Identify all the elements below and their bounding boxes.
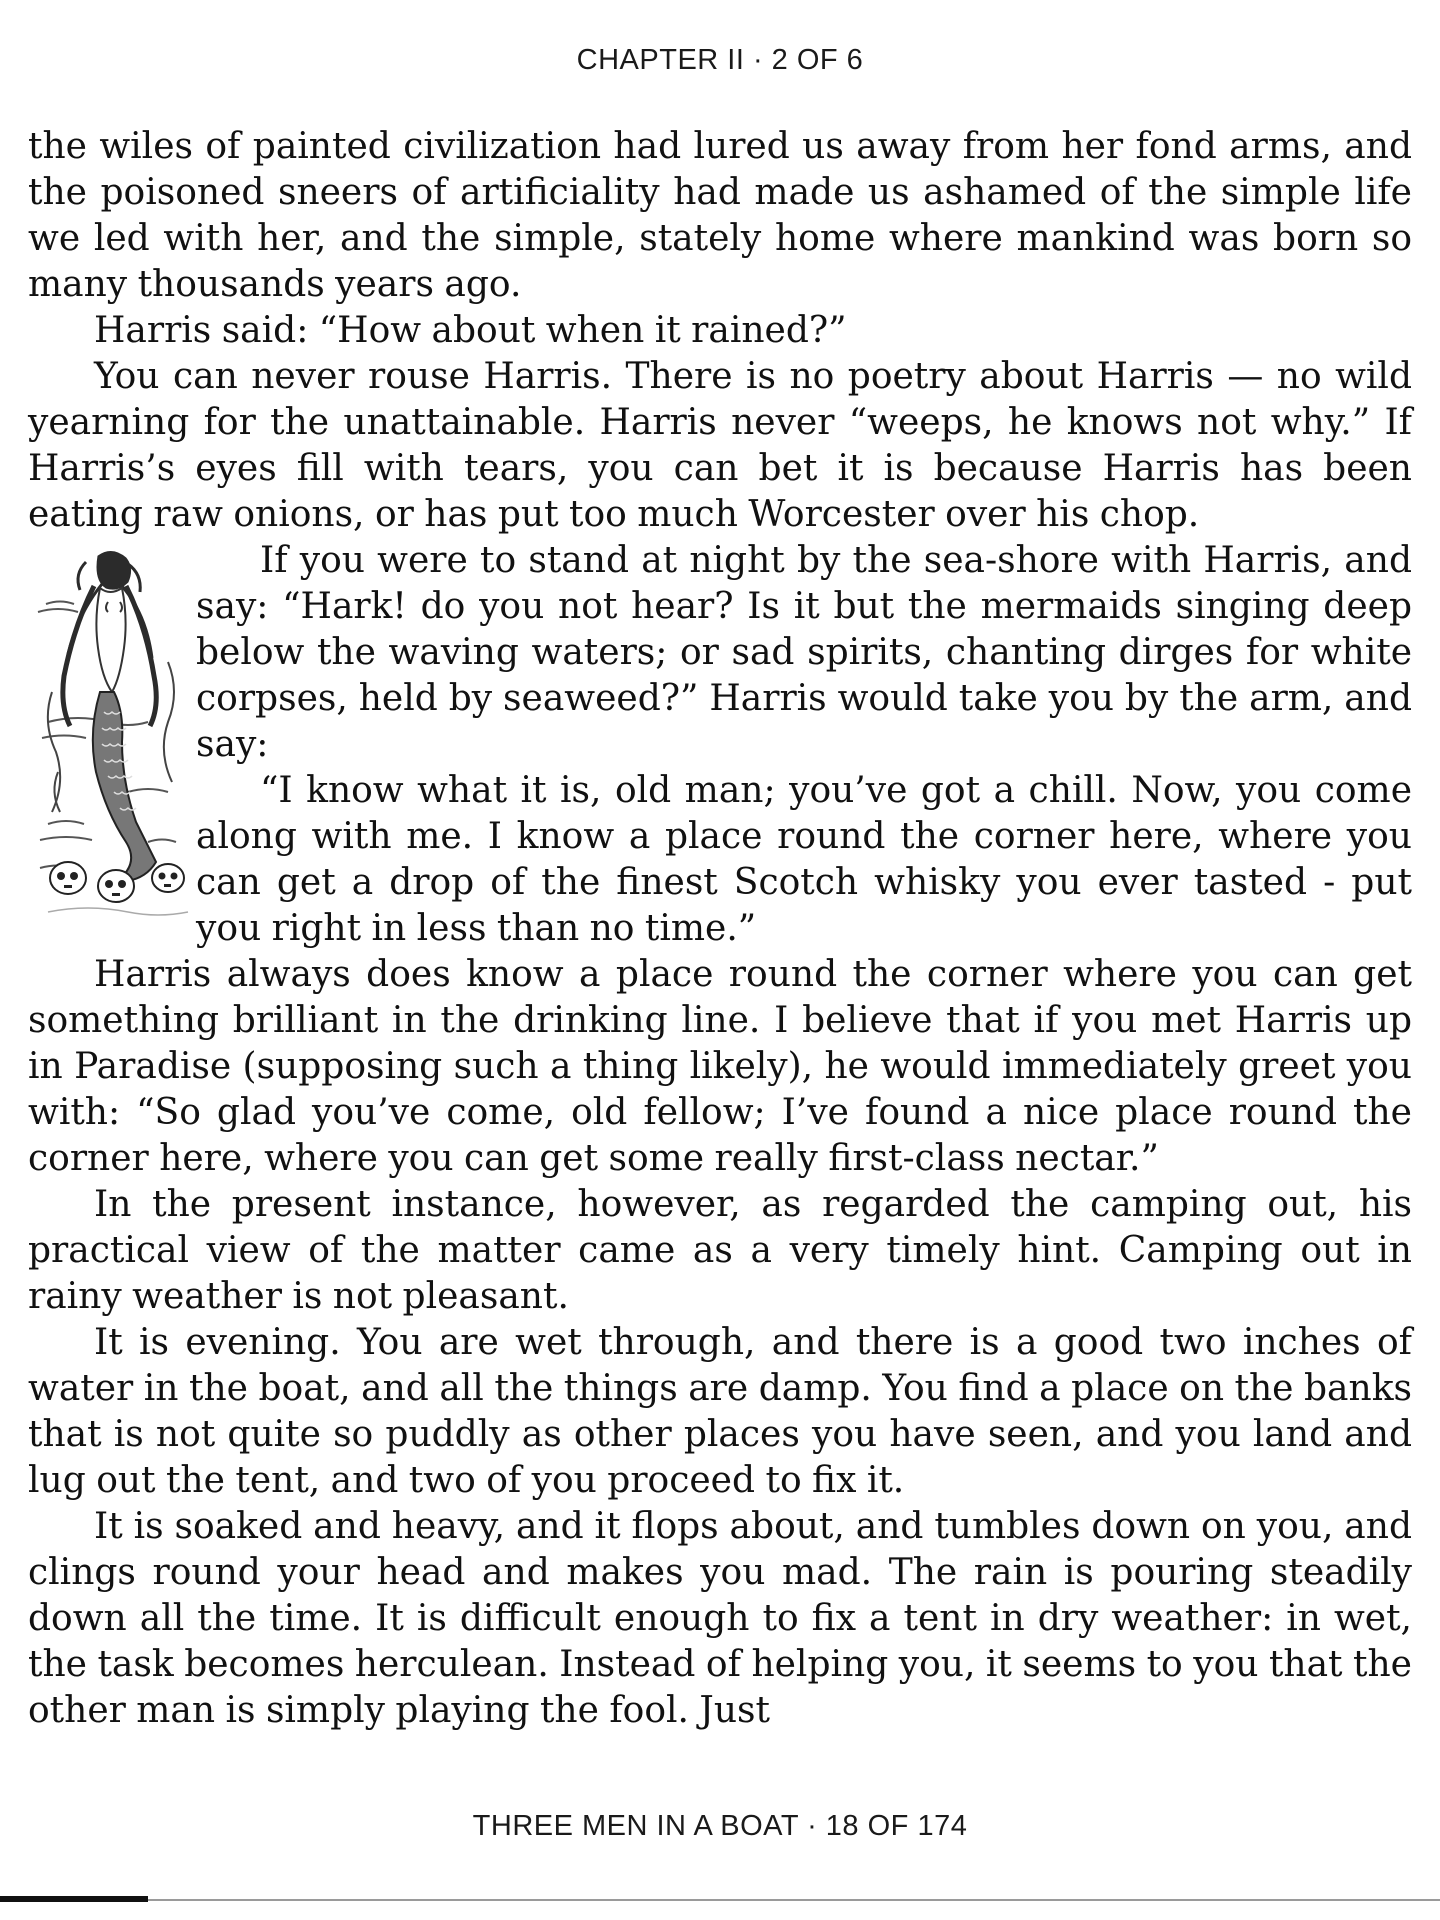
reading-progress-fill — [0, 1896, 148, 1902]
paragraph-7: In the present instance, however, as regarded the camping out, his practical view of the matter came as a very timely hint. Camping out in rainy weather is not pleasant. — [28, 1184, 1412, 1317]
paragraph-8: It is evening. You are wet through, and there is a good two inches of water in the boat, and all the things are damp. You find a place on the banks that is not quite so puddly as other places you have seen, and you land and lug out the tent, and two of you proceed to fix it. — [28, 1322, 1412, 1501]
paragraph-9: It is soaked and heavy, and it flops about, and tumbles down on you, and clings round your head and makes you mad. The rain is pouring steadily down all the time. It is difficult enough to fix a tent in dry weather: in wet, the task becomes herculean. Instead of helping you, it seems to you that the other man is simply playing the fool. Just — [28, 1506, 1412, 1731]
paragraph-1: the wiles of painted civilization had lured us away from her fond arms, and the poisoned sneers of artificiality had made us ashamed of the simple life we led with her, and the simple, stately home where mankind was born so many thousands years ago. — [28, 126, 1412, 305]
chapter-progress-header: CHAPTER II · 2 OF 6 — [576, 44, 864, 76]
paragraph-6: Harris always does know a place round the corner where you can get something brilliant in the drinking line. I believe that if you met Harris up in Paradise (supposing such a thing likely), he would immediately greet you with: “So glad you’ve come, old fellow; I’ve found a nice place round the corner here, where you can get some really first-class nectar.” — [28, 954, 1412, 1179]
paragraph-2: Harris said: “How about when it rained?” — [94, 310, 847, 351]
paragraph-4: If you were to stand at night by the sea-shore with Harris, and say: “Hark! do you not hear? Is it but the mermaids singing deep below the waving waters; or sad spirits, chanting dirges for white corpses, held by seaweed?” Harris would take you by the arm, and say: — [196, 540, 1412, 765]
reading-progress-track — [0, 1899, 1440, 1901]
page-text — [28, 124, 1412, 1734]
mermaid-illustration — [28, 542, 194, 932]
paragraph-3: You can never rouse Harris. There is no poetry about Harris — no wild yearning for the unattainable. Harris never “weeps, he knows not why.” If Harris’s eyes fill with tears, you can bet it is because Harris has been eating raw onions, or has put too much Worcester over his chop. — [28, 356, 1412, 535]
book-progress-footer: THREE MEN IN A BOAT · 18 OF 174 — [472, 1810, 968, 1842]
paragraph-5: “I know what it is, old man; you’ve got a chill. Now, you come along with me. I know a place round the corner here, where you can get a drop of the finest Scotch whisky you ever tasted - put you right in less than no time.” — [196, 770, 1412, 949]
